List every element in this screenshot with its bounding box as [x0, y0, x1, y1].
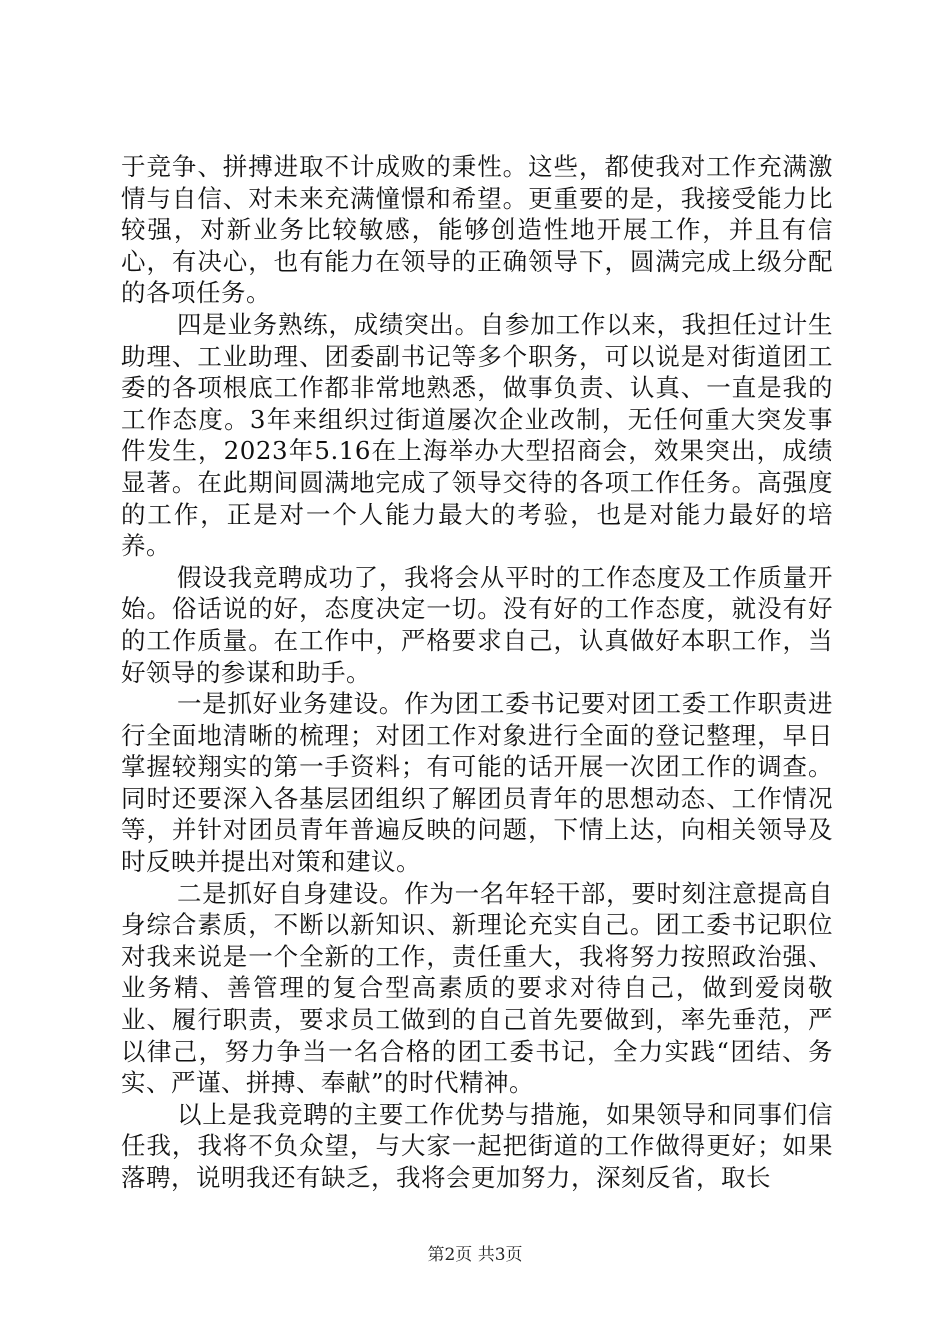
paragraph-2: 四是业务熟练，成绩突出。自参加工作以来，我担任过计生助理、工业助理、团委副书记等多个职务，可以说是对街道团工委的各项根底工作都非常地熟悉，做事负责、认真、一直是我的工作态度。3年来组织过街道屡次企业改制，无任何重大突发事件发生，2023年5.16在上海举办大型招商会，效果突出，成绩显著。在此期间圆满地完成了领导交待的各项工作任务。高强度的工作，正是对一个人能力最大的考验，也是对能力最好的培养。 — [121, 309, 833, 561]
paragraph-5: 二是抓好自身建设。作为一名年轻干部，要时刻注意提高自身综合素质，不断以新知识、新理论充实自己。团工委书记职位对我来说是一个全新的工作，责任重大，我将努力按照政治强、业务精、善管理的复合型高素质的要求对待自己，做到爱岗敬业、履行职责，要求员工做到的自己首先要做到，率先垂范，严以律己，努力争当一名合格的团工委书记，全力实践“团结、务实、严谨、拼搏、奉献”的时代精神。 — [121, 878, 833, 1098]
paragraph-3: 假设我竞聘成功了，我将会从平时的工作态度及工作质量开始。俗话说的好，态度决定一切。没有好的工作态度，就没有好的工作质量。在工作中，严格要求自己，认真做好本职工作，当好领导的参谋和助手。 — [121, 562, 833, 687]
paragraph-6: 以上是我竞聘的主要工作优势与措施，如果领导和同事们信任我，我将不负众望，与大家一起把街道的工作做得更好；如果落聘，说明我还有缺乏，我将会更加努力，深刻反省，取长 — [121, 1099, 833, 1192]
document-body — [121, 151, 833, 1194]
page-footer: 第2页 共3页 — [427, 1245, 523, 1265]
paragraph-1: 于竞争、拼搏进取不计成败的秉性。这些，都使我对工作充满激情与自信、对未来充满憧憬和希望。更重要的是，我接受能力比较强，对新业务比较敏感，能够创造性地开展工作，并且有信心，有决心，也有能力在领导的正确领导下，圆满完成上级分配的各项任务。 — [121, 152, 833, 308]
paragraph-4: 一是抓好业务建设。作为团工委书记要对团工委工作职责进行全面地清晰的梳理；对团工作对象进行全面的登记整理，早日掌握较翔实的第一手资料；有可能的话开展一次团工作的调查。同时还要深入各基层团组织了解团员青年的思想动态、工作情况等，并针对团员青年普遍反映的问题，下情上达，向相关领导及时反映并提出对策和建议。 — [121, 689, 833, 877]
